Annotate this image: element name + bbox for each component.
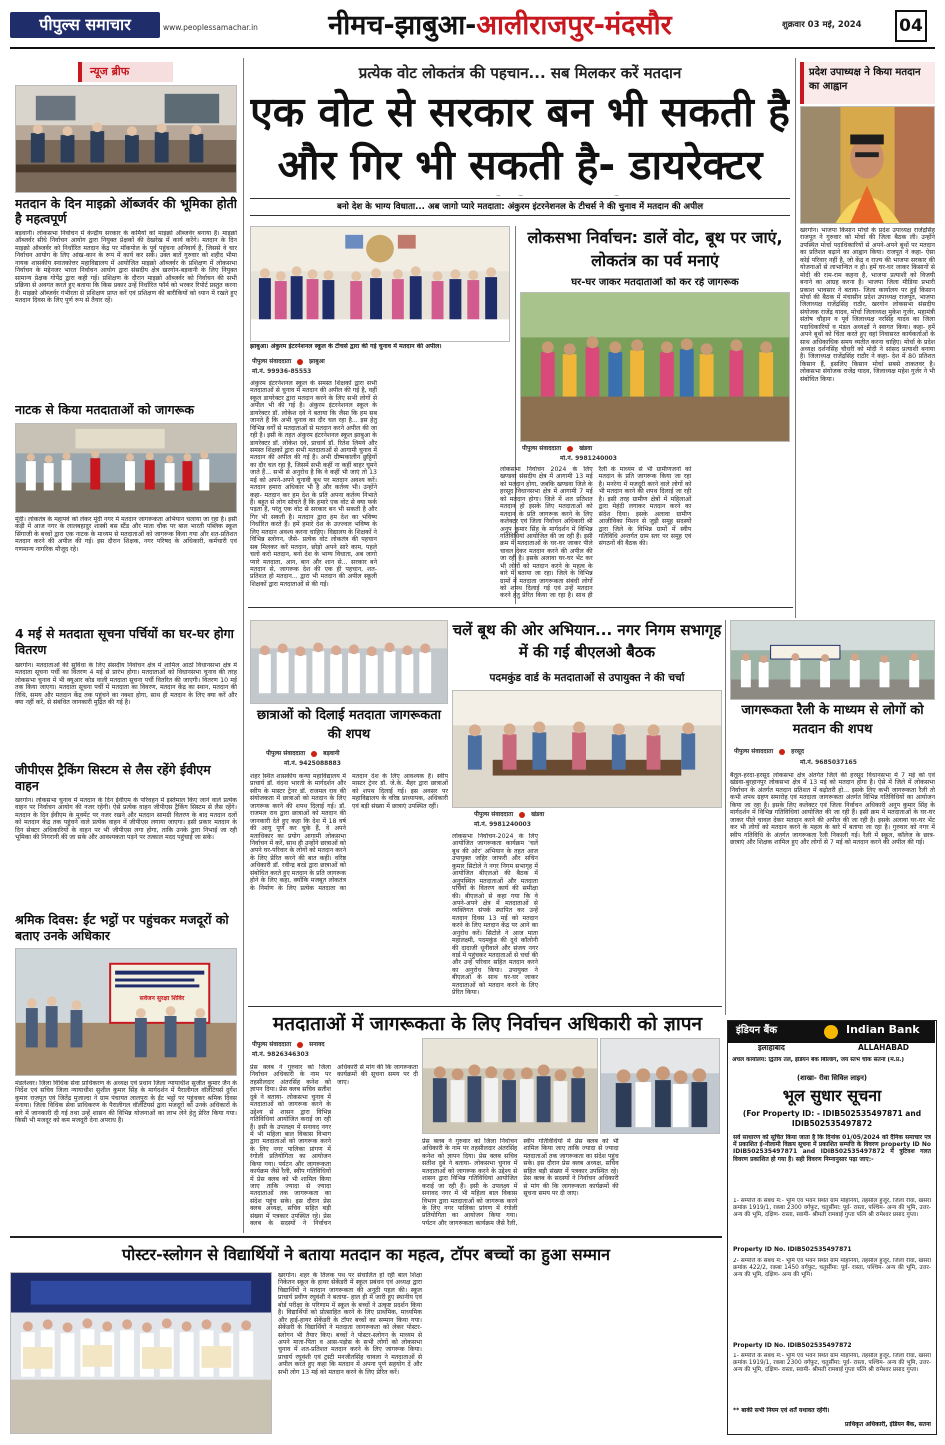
gyapan-headline: मतदाताओं में जागरूकता के लिए निर्वाचन अधिकारी को ज्ञापन [272,1013,703,1035]
bla-subhead: पदमकुंड वार्ड के मतदाताओं से उपायुक्त ने की चर्चा [489,672,685,684]
loksabha-body: लोकसभा निर्वाचन 2024 के लिए खण्डवा संसदीय क्षेत्र में आगामी 13 मई को मतदान होगा, जबकि खण्डवा जिले के हरसूद विधानसभा क्षेत्र में आगामी 7 मई को मतदान होगा। जिले में शत प्रतिशत मतदान हो इसके लिए मतदाताओं को मतदान के प्रति जागरूक करने के लिए कलेक्टर एवं जिला निर्वाचन अधिकारी श्री अनूप कुमार सिंह के मार्गदर्शन में विभिन्न गतिविधियां आयोजित की जा रही हैं। इसी क्रम में मतदाताओं के घर-घर जाकर पीले चावल देकर मतदान करने की अपील की जा रही है। इसके अलावा घर-घर भेंट कर भी लोगों को मतदान करने के महत्व के बारे में बताया जा रहा। जिले के विभिन्न ग्रामों में मतदाता जागरूकता संबंधी लोगों को शपथ दिलाई गई एवं उन्हें मतदान करने हेतु प्रेरित किया जा रहा है। साथ ही रैली के माध्यम से भी ग्रामीणजनों को मतदान के प्रति जागरूक किया जा रहा है। मनरेगा में मजदूरी करने वाले लोगों को भी मतदान करने की शपथ दिलाई जा रही है। इसी तरह ग्रामीण क्षेत्रों में महिलाओं द्वारा मेहंदी लगाकर मतदान करने का संदेश दिया। इसके अलावा ग्रामीण आजीविका मिशन से जुड़ी समूह सदस्यों द्वारा जिले के विभिन्न ग्रामों में स्वीप गतिविधि अन्तर्गत ग्राम स्तर पर समूह एवं संगठनों की बैठक की। [500,466,692,600]
bank-branch: (शाखा- रीवा सिविल लाइन) [797,1074,867,1082]
lead-body: अंकुरम इंटरनेशनल स्कूल के समस्त शिक्षकों द्वारा सभी मतदाताओं से चुनाव में मतदान की अपील की गई है, वहीं स्कूल डायरेक्टर द्वारा मतदान करने के लिए सभी लोगों से अपील भी की गई है। अंकुरम इंटरनेशनल स्कूल के डायरेक्टर डॉ. लोकेश दवे ने बताया कि जैसा कि हम सब जानते हैं कि अभी चुनाव का दौर चल रहा है... इस हेतु विभिन्न वर्गों से मतदाताओं से मतदान करने अपील की जा रही है। इसी के तहत अंकुरम इंटरनेशनल स्कूल झाबुआ के डायरेक्टर डॉ. लोकेश दवे, प्राचार्य डॉ. रितेश लिमये और समस्त शिक्षकों द्वारा सभी मतदाताओं से आगामी चुनाव में मतदान की अपील की गई है। अभी ग्रीष्मकालीन छुट्टियों का दौर चल रहा है, जिसमें सभी कहीं ना कहीं बाहर घूमने जाते हैं... सभी से अनुरोध है कि वे कहीं भी जाएं तो 13 मई को अपने-अपने चुनावी बूथ पर मतदान अवश्य करें। मतदान हमारा अधिकार भी है और कर्तव्य भी। उन्होंने कहा- मतदान कर हम देश के प्रति अपना कर्तव्य निभाते हैं। बहुत से लोग सोचते हैं कि हमारे एक वोट से क्या फर्क पड़ता है, परंतु एक वोट से सरकार बन भी सकती है और गिर भी सकती है। मतदान द्वारा हम देश का भविष्य निर्धारित करते हैं। हमें हमारे देश के उज्ज्वल भविष्य के लिए मतदान अवश्य करना चाहिए। विद्यालय के शिक्षकों ने विभिन्न स्लोगन, जैसे- प्रत्येक वोट लोकतंत्र की पहचान सब मिलकर करें मतदान, छोड़ो अपने सारे काम, पहले चलो करो मतदान, बनो देश के भाग्य विधाता, अब जागो प्यारे मतदाता, आन, बान और शान से... सरकार बने मतदान से, जागरूक देश की एक ही पहचान, शत-प्रतिशत हो मतदान... द्वारा भी मतदान की अपील स्कूली शिक्षकों द्वारा मतदाताओं से की गई। [250,380,377,588]
chhatra-body: शहर स्थित शासकीय कन्या महाविद्यालय में प्राचार्य डॉ. वंदना भारती के मार्गदर्शन और स्वीप के मास्टर ट्रेनर डॉ. राजमल राव की संयोजकता में छात्राओं को मतदान के लिए जागरूक करने की शपथ दिलाई गई। डॉ. राजमल राव द्वारा छात्राओं को मतदान की जानकारी देते हुए कहा कि देश में 18 वर्ष की आयु पूर्ण कर चुके हैं, वे अपने मताधिकार का प्रयोग आगामी लोकसभा निर्वाचन में करें, साथ ही उन्होंने छात्राओं को अपने घर-परिवार के लोगों को मतदान करने के लिए प्रेरित करने की बात कही। वरिष्ठ अधिकारी डॉ. रवीन्द्र बरडे द्वारा छात्राओं को संबोधित करते हुए मतदान के प्रति जागरूक होने के लिए कहा, क्योंकि मजबूत लोकतंत्र के निर्माण के लिए प्रत्येक मतदाता का मतदान देश के लिए आवश्यक है। स्वीप मास्टर ट्रेनर डॉ. जे.के. मैहर द्वारा छात्राओं को शपथ दिलाई गई। इस अवसर पर महाविद्यालय के वरिष्ठ प्राध्यापक, अधिकारी एवं बड़ी संख्या में छात्राएं उपस्थित रहीं। [250,773,448,892]
brief5-body: मंडलेश्वर। जिला विधिक सेवा प्राधिकरण के अध्यक्ष एवं प्रधान जिला न्यायाधीश सुजीत कुमार जैन के निर्देश एवं सचिव जिला न्यायाधीश सुशील कुमार सिंह के मार्गदर्शन में पैरालीगल वॉलेंटियर्स दुर्गेश कुमार राजपूत एवं जितेंद्र मुजाल्दा ने ग्राम पंचायत लालपुरा के ईंट भट्ठों पर पहुंचकर श्रमिक दिवस मनाया। जिला विधिक सेवा प्राधिकरण के पैरालीगल वॉलेंटियर्स द्वारा मजदूरों को उनके अधिकारों के बारे में जानकारी दी गई तथा उन्हें शासन की विभिन्न योजनाओं का लाभ लेने हेतु प्रेरित किया गया। किसी भी मजदूर को कम मजदूरी देना अपराध है। [15,1080,237,1125]
rally-photo [730,620,935,700]
masthead-rule [10,47,935,49]
right-column-divider [795,58,796,618]
bank-name-hindi: इंडियन बैंक [736,1025,778,1036]
bank-notice-title: भूल सुधार सूचना [782,1087,882,1105]
bla-headline: चलें बूथ की ओर अभियान... नगर निगम सभागृह में की गई बीएलओ बैठक [452,621,722,661]
logo-text: पीपुल्स समाचार [39,15,131,34]
brief1-headline: मतदान के दिन माइक्रो ऑब्जर्वर की भूमिका होती है महत्वपूर्ण [15,196,237,226]
bank-item2-cont: 1- सम्पत्ति के संबंध में:- भूमि एवं भवन स्थित ग्राम मोहनिया, तहसील हुजूर, जिला रीवा, खसरा क्रमांक 1919/1, रकबा 2300 वर्गफुट, चतुर्सीमा: पूर्व- रास्ता, पश्चिम- अन्य की भूमि, उत्तर- अन्य की भूमि, दक्षिण- रास्ता, स्वामी- श्रीमती रामबाई गुप्ता पत्नि श्री रामेश्वर प्रसाद गुप्ता। [733,1353,931,1373]
dot-icon [519,812,525,818]
dot-icon [779,749,785,755]
poster-headline: पोस्टर-स्लोगन से विद्यार्थियों ने बताया मतदान का महत्व, टॉपर बच्चों का हुआ सम्मान [122,1245,610,1264]
chhatra-byline-name: पीपुल्स संवाददाता [266,750,306,758]
bla-byline-name: पीपुल्स संवाददाता [474,811,514,819]
page-number: 04 [899,16,923,36]
loksabha-subhead: घर-घर जाकर मतदाताओं को कर रहे जागरूक [571,277,739,288]
chhatra-headline: छात्राओं को दिलाई मतदाता जागरूकता की शपथ [256,708,442,742]
brief3-body: खरगोन। मतदाताओं की सुविधा के लिए संसदीय निर्वाचन क्षेत्र में शामिल आठों विधानसभा क्षेत्र में मतदाता सूचना पर्ची का वितरण 4 मई से प्रारंभ होगा। मतदाताओं को विधानसभा चुनाव की तरह लोकसभा चुनाव में भी क्यूआर कोड वाली मतदाता सूचना पर्ची वितरित की जाएगी। वितरण 10 मई तक किया जाएगा। मतदाता सूचना पर्ची में मतदाता का विवरण, मतदान केंद्र का स्थान, मतदान की तिथि, समय और मतदान केंद्र तक पहुंचने का नक्शा होगा, साथ ही मतदान के लिए क्या करें और क्या नहीं करें, से संबंधित जानकारी मुद्रित की गई है। [15,662,237,707]
bank-prop1-label: Property ID No. IDIB502535497871 [733,1246,852,1253]
bank-subheader [728,1043,935,1056]
rally-body: बैतूल-हरदा-हरसूद लोकसभा क्षेत्र अंतर्गत जिले की हरसूद विधानसभा में 7 मई को एवं खंडवा-बुरहानपुर लोकसभा क्षेत्र में 13 मई को मतदान होगा है। ऐसे में जिले में लोकसभा निर्वाचन के अंतर्गत मतदान प्रतिशत में बढ़ोतरी हो... इसके लिए कभी जागरूकता रैली तो कभी शपथ ग्रहण समारोह एवं मतदाता जागरूकता अंतर्गत विभिन्न गतिविधियों का आयोजन किया जा रहा है। इसके लिए कलेक्टर एवं जिला निर्वाचन अधिकारी अनूप कुमार सिंह के मार्गदर्शन में विभिन्न गतिविधियां आयोजित की जा रही हैं। इसी क्रम में मतदाताओं के घर-घर जाकर पीले चावल देकर मतदान करने की अपील की जा रही है। इसके अलावा घर-घर भेंट कर भी लोगों को मतदान करने के महत्व के बारे में बताया जा रहा है। गुरुवार को नगर में स्वीप गतिविधि के अंतर्गत जागरूकता रैली निकाली गई। रैली में स्कूल, कॉलेज के छात्र-छात्राएं और शिक्षक शामिल हुए और लोगों से 7 मई को मतदान करने की अपील की गई। [730,772,935,846]
allahabad-english: ALLAHABAD [858,1043,909,1052]
issue-date: शुक्रवार 03 मई, 2024 [782,20,862,30]
chhatra-mobile: मो.नं. 9425088883 [284,760,341,767]
brief4-headline: जीपीएस ट्रैकिंग सिस्टम से लैस रहेंगे ईवीएम वाहन [15,762,211,793]
bank-logo-icon [824,1025,838,1039]
lead-photo-caption: झाबुआ। अंकुरम इंटरनेशनल स्कूल के टीचर्स द्वारा की गई चुनाव में मतदान की अपील। [250,343,442,350]
loksabha-headline: लोकसभा निर्वाचन: डालें वोट, बूथ पर जाएं, लोकतंत्र का पर्व मनाएं [527,228,783,271]
section-title-red: आलीराजपुर-मंदसौर [476,10,672,41]
lead-photo [250,226,510,342]
loksabha-byline-name: पीपुल्स संवाददाता [522,445,562,453]
bla-byline [474,810,674,820]
brief2-body: मूंदी। लोकतंत्र के महापर्व को लेकर मूंदी नगर में मतदान जागरूकता अभियान चलाया जा रहा है। इसी कड़ी में आज नगर के लालबहादुर शास्त्री बस स्टैंड और माता चौक पर बाल भारती पब्लिक स्कूल सिंगाजी के बच्चों द्वारा एक नाटक के माध्यम से मतदाताओं को जागरूक किया गया और शत-प्रतिशत मतदान करने की अपील की गई। इस दौरान शिक्षक, नगर परिषद के अधिकारी, कर्मचारी एवं गणमान्य नागरिक मौजूद रहे। [15,516,237,553]
bank-property-line: (For Property ID: - IDIB502535497871 and IDIB502535497872 [742,1109,922,1129]
loksabha-photo [520,292,790,442]
gyapan-photo-2 [600,1038,720,1134]
upadhyaksh-headline-box [800,62,935,104]
bank-item1: 1- सम्पत्ति के संबंध में:- भूमि एवं भवन स्थित ग्राम मोहनिया, तहसील हुजूर, जिला रीवा, खसरा क्रमांक 1919/1, रकबा 2300 वर्गफुट, चतुर्सीमा: पूर्व- रास्ता, पश्चिम- अन्य की भूमि, उत्तर- अन्य की भूमि, दक्षिण- रास्ता, स्वामी- श्रीमती रामबाई गुप्ता पत्नि श्री रामेश्वर प्रसाद गुप्ता। [733,1198,931,1218]
rally-byline-name: पीपुल्स संवाददाता [734,748,774,756]
bank-signatory: प्राधिकृत अधिकारी, इंडियन बैंक, सतना [844,1421,931,1428]
gyapan-body-left: प्रेस क्लब ने गुरुवार को जिला निर्वाचन अधिकारी के नाम पर तहसीलदार अंतरसिंह कनेश को ज्ञापन दिया। प्रेस क्लब सचिव सतीश दुबे ने बताया- लोकसभा चुनाव में मतदाताओं को जागरूक करने के उद्देश्य से शासन द्वारा विभिन्न गतिविधियां आयोजित कराई जा रही हैं। इसी के उपलक्ष्य में सनावद नगर में भी महिला बाल विकास विभाग द्वारा मतदाताओं को जागरूक करने के लिए नगर पालिका प्रांगण में रंगोली प्रतियोगिता का आयोजन किया गया। पर्यटन और जागरूकता कार्यक्रम जैसे रैली, स्वीप गतिविधियों में प्रेस क्लब को भी शामिल किया जाए ताकि ज्यादा से ज्यादा मतदाताओं तक जागरूकता का संदेश पहुंच सके। इस दौरान प्रेस क्लब अध्यक्ष, सचिव सहित बड़ी संख्या में पत्रकार उपस्थित रहे। प्रेस क्लब के सदस्यों ने निर्वाचन अधिकारी से मांग की कि जागरूकता कार्यक्रमों की सूचना समय पर दी जाए। [250,1064,418,1228]
bank-intro: सर्व साधारण को सूचित किया जाता है कि दिनांक 01/05/2024 को दैनिक समाचार पत्र में प्रकाशित ई-नीलामी विक्रय सूचना में प्रकाशित सम्पत्ति के विवरण property ID No IDIB502535497871 and IDIB502535497872 में त्रुटिवश गलत विवरण प्रकाशित हो गया है। सही विवरण निम्नानुसार पढ़ा जाए:- [733,1134,931,1163]
loksabha-byline-place: खंडवा [579,445,593,453]
dot-icon [297,359,303,365]
page-number-box [895,10,927,42]
rally-divider [725,620,726,1015]
bla-byline-place: खंडवा [531,811,545,819]
middle-row-rule [248,607,793,608]
gyapan-byline-place: सनावद [309,1041,325,1049]
lead-byline-place: झाबुआ [309,358,325,366]
gyapan-photo [422,1038,598,1134]
bank-zone: अंचल कार्यालय: द्वितीय तल, इंडियन बैंक बिल्डिंग, जय स्तंभ चौक सतना (म.प्र.) [732,1057,905,1063]
gyapan-byline-name: पीपुल्स संवाददाता [252,1041,292,1049]
website-url: www.peoplessamachar.in [163,24,258,32]
allahabad-hindi: इलाहाबाद [758,1043,785,1052]
section-title-black: नीमच-झाबुआ- [328,10,477,41]
bla-photo [452,690,722,808]
bank-footer-note: ** बाकी सभी नियम एवं शर्तें यथावत रहेंगी। [733,1407,830,1414]
masthead [0,0,945,50]
bank-notice [727,1020,937,1435]
upadhyaksh-headline: प्रदेश उपाध्यक्ष ने किया मतदान का आह्वान [809,67,921,92]
kicker: प्रत्येक वोट लोकतंत्र की पहचान... सब मिलकर करें मतदान [358,64,682,82]
bla-mobile: मो.नं. 9981240003 [474,821,531,828]
lead-byline [252,357,510,367]
masthead-logo [10,12,160,38]
left-column-divider [243,58,244,1233]
poster-body: खरगोन। शहर के तिलक पथ पर संचालित हो रही बाल शिक्षा निकेतन स्कूल के हायर सेकेंडरी में स्कूल प्रबंधन एवं अध्यक्ष द्वारा विद्यार्थियों ने मतदान जागरूकता की अनूठी पहल की। स्कूल प्राचार्य प्रवीण रघुवंशी ने बताया- हाल ही में जारी हुए स्थानीय एवं बोर्ड परीक्षा के परिणाम में स्कूल के बच्चों ने उत्कृष्ट प्रदर्शन किया है। विद्यार्थियों को प्रोत्साहित करने के लिए प्राथमिक, माध्यमिक और हाई-हायर सेकेंडरी के टॉपर बच्चों का सम्मान किया गया। सेकेंडरी के विद्यार्थियों ने मतदाता जागरूकता को लेकर पोस्टर-स्लोगन भी तैयार किए। बच्चों ने पोस्टर-स्लोगन के माध्यम से अपने माता-पिता व आस-पड़ोस के सभी लोगों को लोकसभा चुनाव में शत-प्रतिशत मतदान करने के लिए जागरूक किया। प्राचार्य रघुवंशी एवं ट्रस्टी मनजीतसिंह चावला ने मतदाताओं से अपील करते हुए कहा कि मतदान में अपना पूर्ण सहयोग दें और सभी लोग 13 मई को मतदान करने के लिए प्रेरित करें। [278,1272,422,1376]
brief2-photo [15,423,237,513]
dot-icon [311,751,317,757]
news-brief-label [78,62,173,82]
lead-subhead: बनो देश के भाग्य विधाता... अब जागो प्यारे मतदाता: अंकुरम इंटरनेशनल के टीचर्स ने की चुनाव में मतदान की अपील [250,198,790,216]
dot-icon [567,446,573,452]
bla-body: लोकसभा निर्वाचन-2024 के लिए आयोजित जागरूकता कार्यक्रम 'चलें बूथ की ओर' अभियान के तहत आज उपायुक्त जहिर जाफरी और सचिन कुमार सिटोले ने नगर निगम सभागृह में आयोजित बीएलओ की बैठक में अनुपस्थित मतदाताओं और मतदाता पर्चियों के वितरण कार्य की समीक्षा की। बीएलओ से कहा गया कि वे अपने-अपने क्षेत्र में मतदाताओं से व्यक्तिगत संपर्क स्थापित कर उन्हें मतदान दिवस 13 मई को मतदान करने के लिए मतदान केंद्र पर आने का अनुरोध करें। सिटोले ने आज माता महालक्ष्मी, पदमकुंड की दूधे कॉलोनी की दादाजी धूनीवाले और संजय नगर वार्ड में पहुंचकर मतदाताओं से चर्चा की और उन्हें परिवार सहित मतदान करने का अनुरोध किया। उपायुक्त ने बीएलओ के साथ घर-घर जाकर मतदाताओं को मतदान करने के लिए प्रेरित किया। [452,833,538,997]
brief4-body: खरगोन। लोकसभा चुनाव में मतदान के दिन ईवीएम के परिवहन में इस्तेमाल किए जाने वाले प्रत्येक वाहन पर निर्वाचन आयोग की नजर रहेगी। ऐसे प्रत्येक वाहन जीपीएस ट्रैकिंग सिस्टम से लैस रहेंगे। मतदान के दिन ईवीएम के मूवमेंट पर नजर रखने और मतदान सामग्री वितरण के बाद मतदान दलों को मतदान केंद्र तक पहुंचने वाले प्रत्येक वाहन में जीपीएस लगाया जाएगा। इसी प्रकार मतदान के दिन सेक्टर अधिकारियों के वाहन पर भी जीपीएस लगा होगा, ताकि उनके द्वारा निभाई जा रही भूमिका की निगरानी की जा सके और आवश्यकता पड़ने पर तत्काल मदद पहुंचाई जा सके। [15,797,237,842]
rally-mobile: मो.नं. 9685037165 [800,759,857,766]
lead-byline-name: पीपुल्स संवाददाता [252,358,292,366]
brief5-photo [15,948,237,1076]
rally-byline [734,747,934,757]
gyapan-rule [248,1006,722,1007]
loksabha-byline [522,444,682,454]
rally-byline-place: हरसूद [791,748,805,756]
poster-rule [10,1236,722,1238]
bank-prop2-label: Property ID No. IDIB502535497872 [733,1342,852,1349]
dot-icon [297,1042,303,1048]
brief1-photo [15,85,237,193]
lead-headline: एक वोट से सरकार बन भी सकती है और गिर भी सकती है- डायरेक्टर [250,88,790,190]
chhatra-byline-place: बड़वानी [323,750,340,758]
bank-header [728,1021,935,1043]
lead-mobile: मो.नं. 99936-85553 [252,368,312,375]
rally-headline: जागरूकता रैली के माध्यम से लोगों को मतदान की शपथ [741,703,924,737]
gyapan-mobile: मो.नं. 9826346303 [252,1051,309,1058]
poster-photo [10,1272,272,1434]
brief3-headline: 4 मई से मतदाता सूचना पर्चियों का घर-घर होगा वितरण [15,626,234,657]
gyapan-body-bottom: प्रेस क्लब ने गुरुवार को जिला निर्वाचन अधिकारी के नाम पर तहसीलदार अंतरसिंह कनेश को ज्ञापन दिया। प्रेस क्लब सचिव सतीश दुबे ने बताया- लोकसभा चुनाव में मतदाताओं को जागरूक करने के उद्देश्य से शासन द्वारा विभिन्न गतिविधियां आयोजित कराई जा रही हैं। इसी के उपलक्ष्य में सनावद नगर में भी महिला बाल विकास विभाग द्वारा मतदाताओं को जागरूक करने के लिए नगर पालिका प्रांगण में रंगोली प्रतियोगिता का आयोजन किया गया। पर्यटन और जागरूकता कार्यक्रम जैसे रैली, स्वीप गतिविधियों में प्रेस क्लब को भी शामिल किया जाए ताकि ज्यादा से ज्यादा मतदाताओं तक जागरूकता का संदेश पहुंच सके। इस दौरान प्रेस क्लब अध्यक्ष, सचिव सहित बड़ी संख्या में पत्रकार उपस्थित रहे। प्रेस क्लब के सदस्यों ने निर्वाचन अधिकारी से मांग की कि जागरूकता कार्यक्रमों की सूचना समय पर दी जाए। [422,1138,619,1227]
banner-text: सर्वजन सुरक्षा शिविर [139,995,185,1002]
brief1-body: बड़वानी। लोकसभा निर्वाचन में केन्द्रीय सरकार के कर्मियों को माइक्रो ऑब्जर्वर बनाया है। माइक्रो ऑब्जर्वर सीधे निर्वाचन आयोग द्वारा नियुक्त प्रेक्षकों की देखरेख में कार्य करेंगे। मतदान के दिन माइक्रो ऑब्जर्वर को निर्धारित मतदान केंद्र पर मॉकपोल के पूर्व पहुंचना अनिवार्य है, जिससे वे चार निर्वाचन आयोग के लिए आंख-कान के रूप में कार्य कर सकें। उक्त बातें गुरुवार को शहीद भीमा नायक शासकीय स्नातकोत्तर महाविद्यालय में आयोजित माइक्रो ऑब्जर्वर के प्रशिक्षण में लोकसभा निर्वाचन के मद्देनजर भारत निर्वाचन आयोग द्वारा संसदीय क्षेत्र खरगोन-बड़वानी के लिए नियुक्त सामान्य प्रेक्षक गोपेंद्र द्वारा कही गई। प्रशिक्षण के दौरान माइक्रो ऑब्जर्वर को निर्वाचन की सभी प्रक्रिया से अवगत करते हुए बताया कि किस प्रकार उन्हें निर्धारित फॉर्म को भरकर रिपोर्ट प्रस्तुत करना है। माइक्रो ऑब्जर्वर गंभीरता से प्रशिक्षण प्राप्त करें एवं प्रशिक्षण की बारीकियों को ध्यान में रखते हुए मतदान दिवस के लिए पूर्ण रूप से तैयार रहें। [15,230,237,304]
chhatra-photo [250,620,448,704]
upadhyaksh-photo [800,106,935,224]
brief2-headline: नाटक से किया मतदाताओं को जागरूक [15,403,194,417]
bank-name-english: Indian Bank [846,1023,920,1036]
brief5-headline: श्रमिक दिवस: ईंट भट्ठों पर पहुंचकर मजदूरों को बताए उनके अधिकार [15,912,229,943]
news-brief-text: न्यूज ब्रीफ [90,65,130,78]
chhatra-byline [266,749,446,759]
bank-item2: 2- सम्पत्ति के संबंध में:- भूमि एवं भवन स्थित ग्राम मोहनिया, तहसील हुजूर, जिला रीवा, खसरा क्रमांक 422/2, रकबा 1450 वर्गफुट, चतुर्सीमा: पूर्व- रास्ता, पश्चिम- अन्य की भूमि, उत्तर- अन्य की भूमि, दक्षिण- अन्य की भूमि। [733,1258,931,1278]
loksabha-mobile: मो.नं. 9981240003 [560,455,617,462]
upadhyaksh-body: खरगोन। भाजपा किसान मोर्चा के प्रदेश उपाध्यक्ष राजेंद्रसिंह राजपूत ने गुरुवार को मोर्चा की जिला बैठक ली। उन्होंने उपस्थित मोर्चा पदाधिकारियों से अपने-अपने बूथों पर मतदान का प्रतिशत बढ़ाने का आह्वान किया। राजपूत ने कहा- ऐसा कोई परिवार नहीं है, जो केंद्र व राज्य की भाजपा सरकार की योजनाओं से लाभान्वित न हो। हमें घर-घर जाकर किसानों से मोदी की राम-राम कहना है, भाजपा प्रत्याशी को विजयी बनाने का आग्रह करना है। भाजपा जिला मीडिया प्रभारी प्रकाश भावसार ने बताया- जिला कार्यालय पर हुई किसान मोर्चा की बैठक में मंचासीन प्रदेश उपाध्यक्ष राजपूत, भाजपा जिलाध्यक्ष राजेंद्रसिंह राठौर, खरगोन लोकसभा संसदीय संयोजक राजेंद्र यादव, मोर्चा जिलाध्यक्ष मुकेश गुर्जर, महामंत्री संतोष चौहान व पूर्व जिलाध्यक्ष नरसिंह यादव का जिला पदाधिकारियों व मंडल अध्यक्षों ने स्वागत किया। कहा- हमें अपने बूथों को चिंता करते हुए वहां निवासरत कार्यकर्ताओं के साथ अधिकाधिक समय व्यतीत करना चाहिए। मोर्चा के प्रदेश अध्यक्ष दर्शनसिंह चौधरी को मोदी ने सांसद प्रत्याशी बनाया है। जिलाध्यक्ष राजेंद्रसिंह राठौर ने कहा- देश में 80 प्रतिशत किसान हैं, इसलिए किसान मोर्चा सबसे ताकतवर है। लोकसभा संयोजक राजेंद्र यादव, जिलाध्यक्ष महेश गुर्जर ने भी संबोधित किया। [800,227,935,383]
section-title [305,8,695,44]
